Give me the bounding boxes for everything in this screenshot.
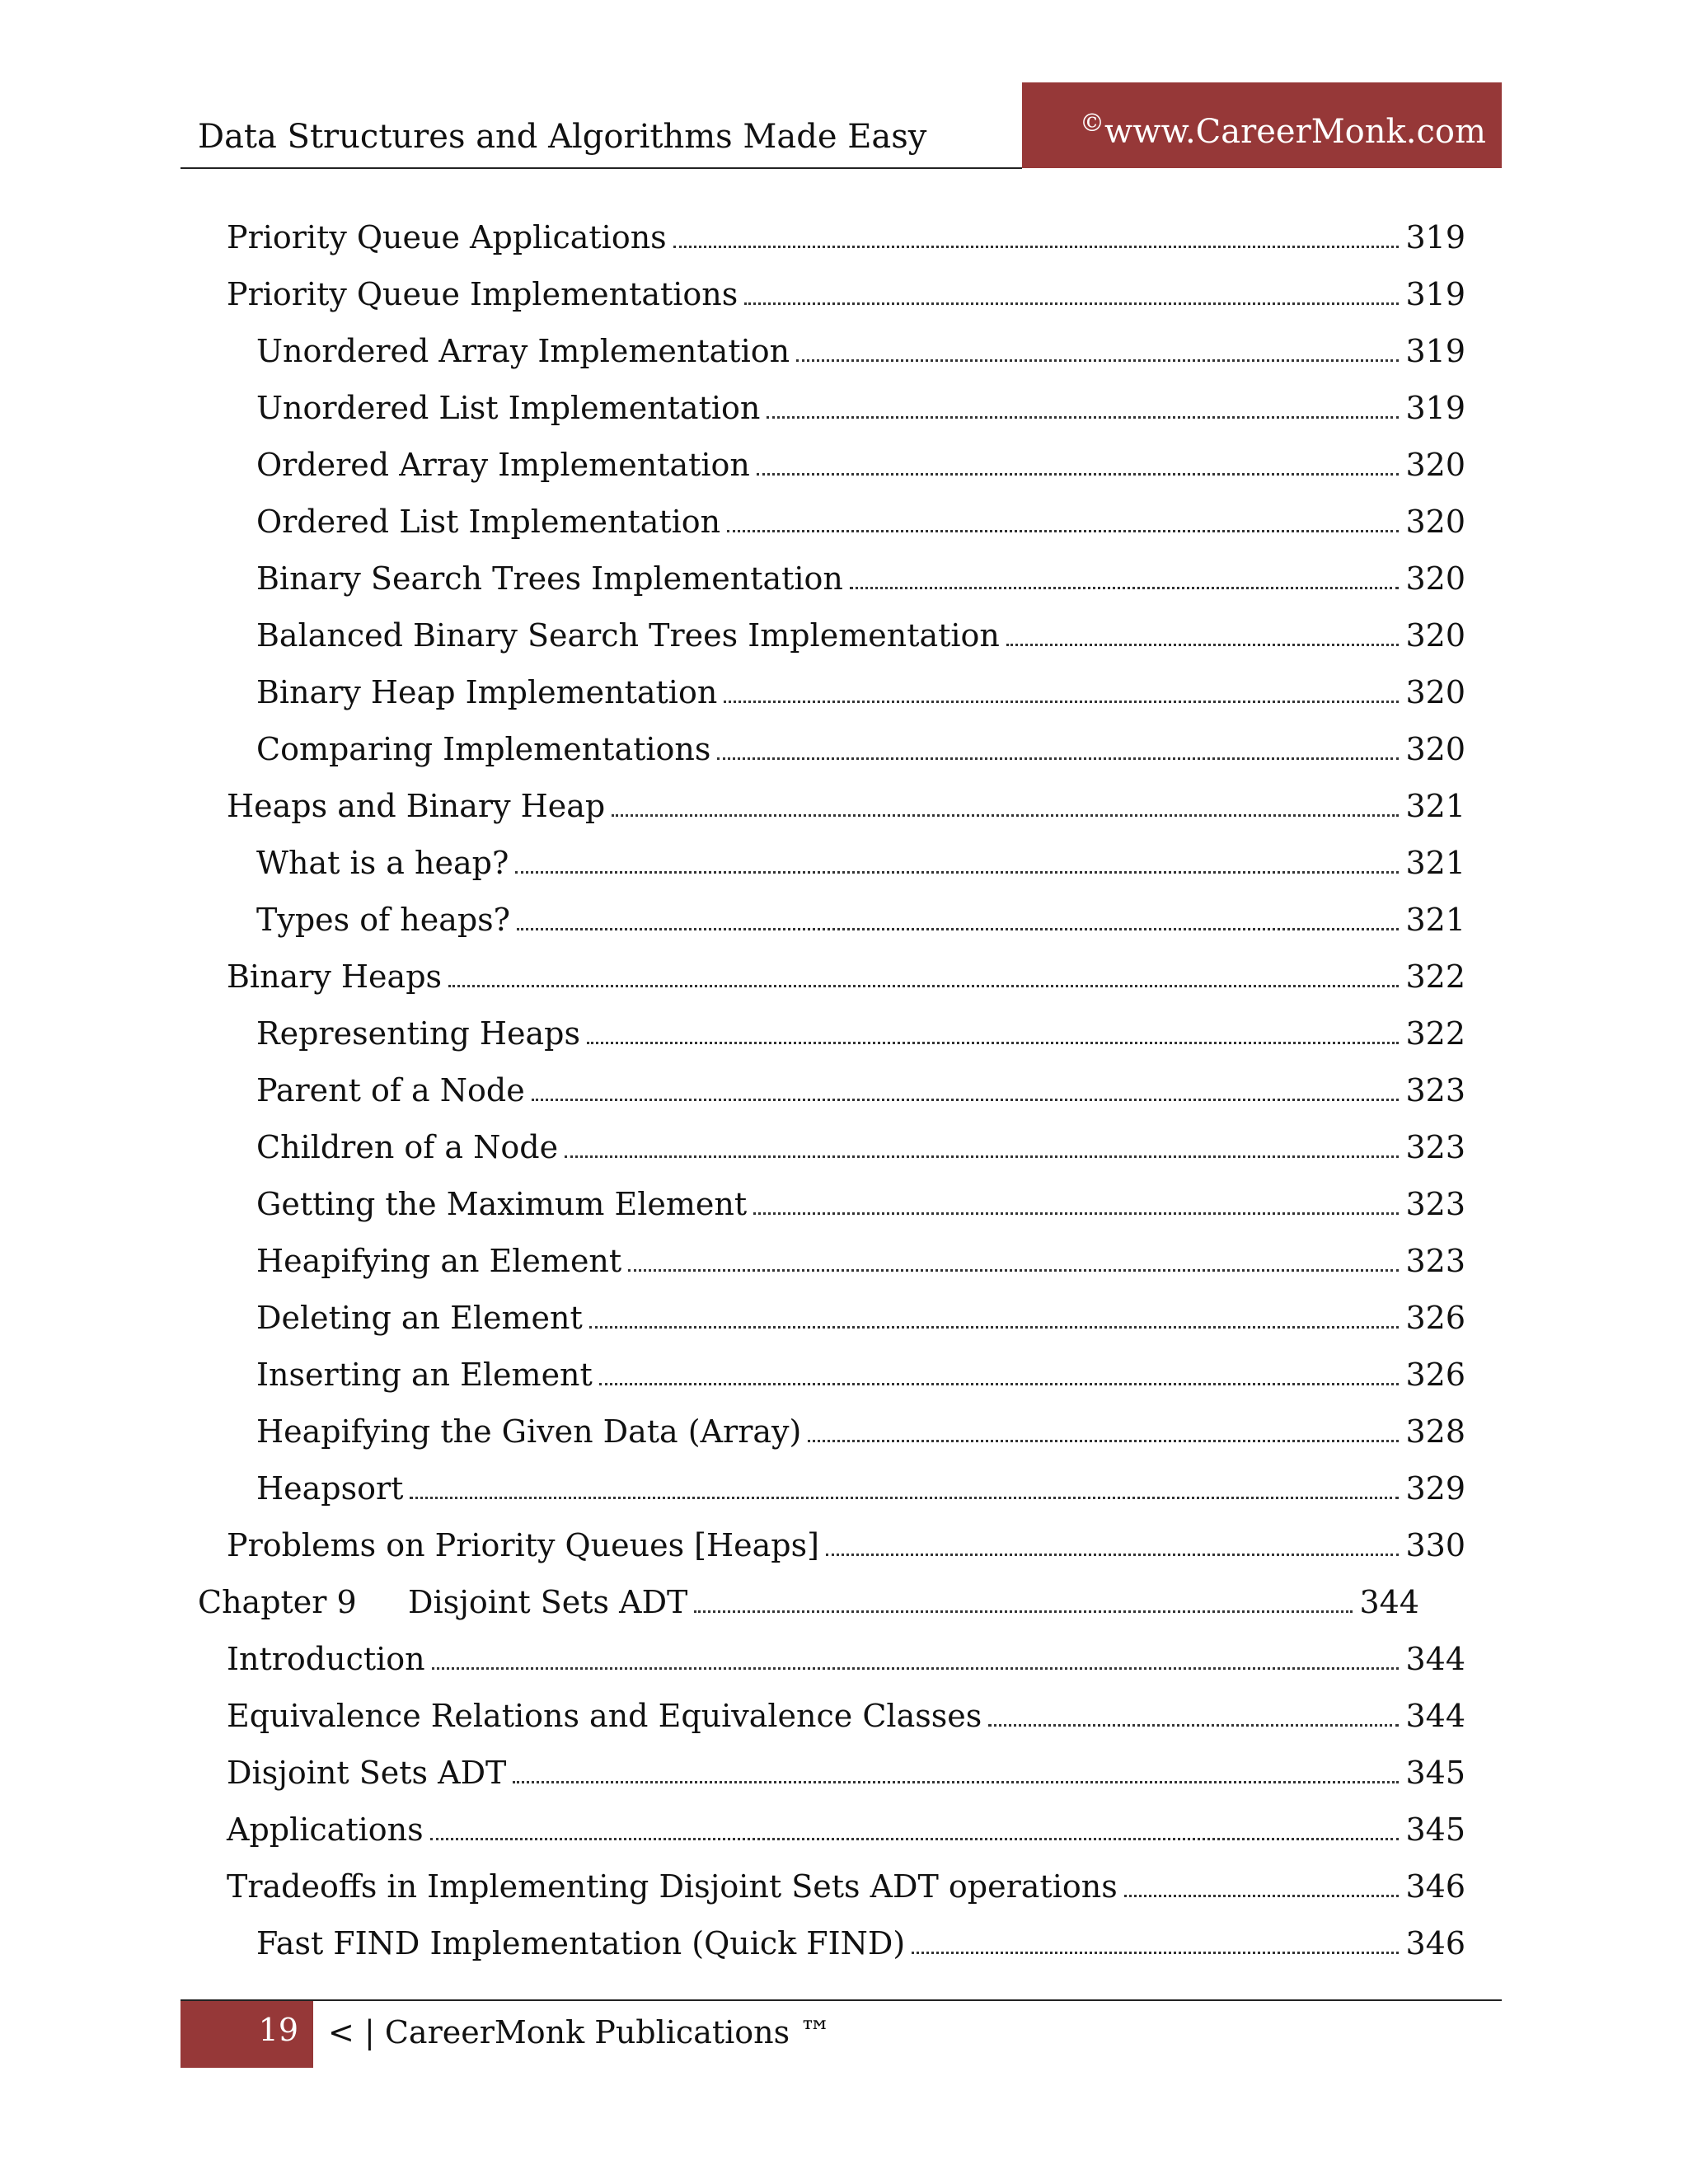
- toc-row[interactable]: [0, 213, 1688, 262]
- toc-page-number: 320: [1405, 447, 1465, 483]
- toc-leader-dots: [513, 1781, 1399, 1783]
- toc-chapter-label: Chapter 9: [198, 1584, 357, 1620]
- toc-row[interactable]: [0, 1009, 1688, 1058]
- toc-entry-title: Binary Search Trees Implementation: [256, 560, 843, 597]
- toc-row[interactable]: [0, 838, 1688, 888]
- toc-leader-dots: [753, 1212, 1399, 1215]
- toc-page-number: 329: [1405, 1470, 1465, 1507]
- toc-page-number: 320: [1405, 731, 1465, 767]
- toc-entry-title: Binary Heaps: [227, 958, 443, 995]
- toc-entry-title: Disjoint Sets ADT: [408, 1584, 688, 1620]
- toc-entry-title: Introduction: [227, 1641, 425, 1677]
- toc-entry-title: Equivalence Relations and Equivalence Classes: [227, 1698, 982, 1734]
- toc-row[interactable]: [0, 895, 1688, 944]
- toc-row[interactable]: [0, 668, 1688, 717]
- toc-row[interactable]: [0, 1521, 1688, 1570]
- toc-entry-title: Unordered List Implementation: [256, 390, 761, 426]
- toc-entry-title: Fast FIND Implementation (Quick FIND): [256, 1925, 906, 1961]
- toc-leader-dots: [673, 246, 1399, 248]
- toc-row[interactable]: [0, 383, 1688, 433]
- toc-entry-title: Heapifying the Given Data (Array): [256, 1413, 802, 1450]
- toc-page-number: 330: [1405, 1527, 1465, 1563]
- toc-leader-dots: [532, 1099, 1399, 1101]
- toc-leader-dots: [808, 1440, 1399, 1442]
- toc-page-number: 328: [1405, 1413, 1465, 1450]
- toc-leader-dots: [432, 1667, 1399, 1670]
- toc-page-number: 326: [1405, 1300, 1465, 1336]
- prev-page-arrow[interactable]: <: [328, 2014, 354, 2050]
- toc-entry-title: Heapifying an Element: [256, 1243, 622, 1279]
- toc-page-number: 322: [1405, 1015, 1465, 1052]
- toc-page-number: 322: [1405, 958, 1465, 995]
- toc-leader-dots: [767, 416, 1399, 419]
- toc-row[interactable]: [0, 554, 1688, 603]
- toc-leader-dots: [744, 302, 1399, 305]
- toc-entry-title: Deleting an Element: [256, 1300, 583, 1336]
- toc-entry-title: Heapsort: [256, 1470, 404, 1507]
- toc-page-number: 320: [1405, 617, 1465, 654]
- toc-entry-title: Disjoint Sets ADT: [227, 1755, 507, 1791]
- footer-divider: [181, 1999, 1502, 2001]
- copyright-symbol: ©: [1080, 109, 1104, 138]
- toc-page-number: 321: [1405, 902, 1465, 938]
- toc-page-number: 346: [1405, 1868, 1465, 1905]
- toc-entry-title: What is a heap?: [256, 845, 509, 881]
- toc-page-number: 344: [1359, 1584, 1419, 1620]
- toc-leader-dots: [517, 928, 1399, 930]
- toc-chapter-row[interactable]: [0, 1577, 1688, 1627]
- toc-leader-dots: [430, 1838, 1399, 1840]
- publisher-name: CareerMonk Publications ™: [384, 2014, 832, 2050]
- toc-row[interactable]: [0, 1293, 1688, 1343]
- toc-row[interactable]: [0, 952, 1688, 1001]
- page-number: 19: [181, 2001, 313, 2068]
- toc-row[interactable]: [0, 326, 1688, 376]
- toc-page-number: 345: [1405, 1755, 1465, 1791]
- toc-leader-dots: [850, 587, 1399, 589]
- toc-row[interactable]: [0, 1805, 1688, 1854]
- toc-page-number: 320: [1405, 674, 1465, 710]
- toc-leader-dots: [717, 757, 1399, 760]
- toc-row[interactable]: [0, 1236, 1688, 1286]
- toc-entry-title: Ordered Array Implementation: [256, 447, 750, 483]
- toc-leader-dots: [757, 473, 1399, 476]
- toc-leader-dots: [912, 1952, 1399, 1954]
- toc-page-number: 326: [1405, 1357, 1465, 1393]
- toc-entry-title: Ordered List Implementation: [256, 504, 721, 540]
- toc-page-number: 319: [1405, 333, 1465, 369]
- toc-leader-dots: [727, 530, 1399, 532]
- toc-page-number: 344: [1405, 1698, 1465, 1734]
- toc-entry-title: Problems on Priority Queues [Heaps]: [227, 1527, 819, 1563]
- toc-page-number: 319: [1405, 219, 1465, 255]
- footer-text: [328, 2008, 831, 2057]
- toc-page-number: 323: [1405, 1243, 1465, 1279]
- toc-leader-dots: [1124, 1895, 1399, 1897]
- toc-entry-title: Tradeoffs in Implementing Disjoint Sets ADT operations: [227, 1868, 1118, 1905]
- toc-row[interactable]: [0, 1407, 1688, 1456]
- toc-entry-title: Types of heaps?: [256, 902, 511, 938]
- toc-page-number: 320: [1405, 504, 1465, 540]
- toc-page-number: 321: [1405, 845, 1465, 881]
- toc-row[interactable]: [0, 1350, 1688, 1399]
- toc-leader-dots: [565, 1155, 1399, 1158]
- toc-entry-title: Getting the Maximum Element: [256, 1186, 748, 1222]
- toc-row[interactable]: [0, 1066, 1688, 1115]
- toc-entry-title: Children of a Node: [256, 1129, 559, 1165]
- toc-leader-dots: [589, 1326, 1399, 1329]
- toc-entry-title: Applications: [227, 1811, 424, 1848]
- toc-entry-title: Priority Queue Applications: [227, 219, 667, 255]
- toc-page-number: 319: [1405, 276, 1465, 312]
- toc-page-number: 323: [1405, 1186, 1465, 1222]
- toc-row[interactable]: [0, 1748, 1688, 1797]
- toc-leader-dots: [796, 359, 1399, 362]
- toc-entry-title: Representing Heaps: [256, 1015, 580, 1052]
- toc-leader-dots: [826, 1554, 1399, 1556]
- toc-entry-title: Inserting an Element: [256, 1357, 593, 1393]
- header-divider: [181, 167, 1022, 169]
- book-title: Data Structures and Algorithms Made Easy: [198, 118, 927, 156]
- site-link[interactable]: www.CareerMonk.com: [1104, 113, 1486, 151]
- toc-row[interactable]: [0, 1122, 1688, 1172]
- toc-entry-title: Comparing Implementations: [256, 731, 711, 767]
- toc-entry-title: Priority Queue Implementations: [227, 276, 738, 312]
- toc-entry-title: Parent of a Node: [256, 1072, 525, 1108]
- toc-entry-title: Unordered Array Implementation: [256, 333, 790, 369]
- toc-row[interactable]: [0, 1919, 1688, 1968]
- toc-leader-dots: [1006, 644, 1399, 646]
- toc-page-number: 323: [1405, 1129, 1465, 1165]
- toc-entry-title: Heaps and Binary Heap: [227, 788, 606, 824]
- toc-leader-dots: [628, 1269, 1399, 1272]
- toc-row[interactable]: [0, 1691, 1688, 1741]
- toc-row[interactable]: [0, 1862, 1688, 1911]
- toc-row[interactable]: [0, 781, 1688, 831]
- footer-separator: |: [363, 2014, 375, 2050]
- toc-leader-dots: [612, 814, 1399, 817]
- toc-page-number: 323: [1405, 1072, 1465, 1108]
- toc-leader-dots: [515, 871, 1399, 874]
- toc-row[interactable]: [0, 269, 1688, 319]
- toc-leader-dots: [587, 1042, 1399, 1044]
- toc-row[interactable]: [0, 724, 1688, 774]
- site-badge: [1022, 82, 1502, 168]
- toc-page-number: 320: [1405, 560, 1465, 597]
- toc-leader-dots: [448, 985, 1399, 987]
- toc-page-number: 319: [1405, 390, 1465, 426]
- toc-entry-title: Balanced Binary Search Trees Implementation: [256, 617, 1000, 654]
- toc-row[interactable]: [0, 611, 1688, 660]
- toc-row[interactable]: [0, 1464, 1688, 1513]
- toc-entry-title: Binary Heap Implementation: [256, 674, 718, 710]
- toc-row[interactable]: [0, 1634, 1688, 1684]
- toc-leader-dots: [724, 701, 1399, 703]
- toc-page-number: 321: [1405, 788, 1465, 824]
- toc-leader-dots: [410, 1497, 1399, 1499]
- toc-page-number: 344: [1405, 1641, 1465, 1677]
- toc-leader-dots: [988, 1724, 1399, 1727]
- toc-row[interactable]: [0, 497, 1688, 546]
- toc-leader-dots: [599, 1383, 1399, 1385]
- toc-leader-dots: [694, 1610, 1353, 1613]
- toc-row[interactable]: [0, 440, 1688, 490]
- toc-page-number: 345: [1405, 1811, 1465, 1848]
- toc-page-number: 346: [1405, 1925, 1465, 1961]
- toc-row[interactable]: [0, 1179, 1688, 1229]
